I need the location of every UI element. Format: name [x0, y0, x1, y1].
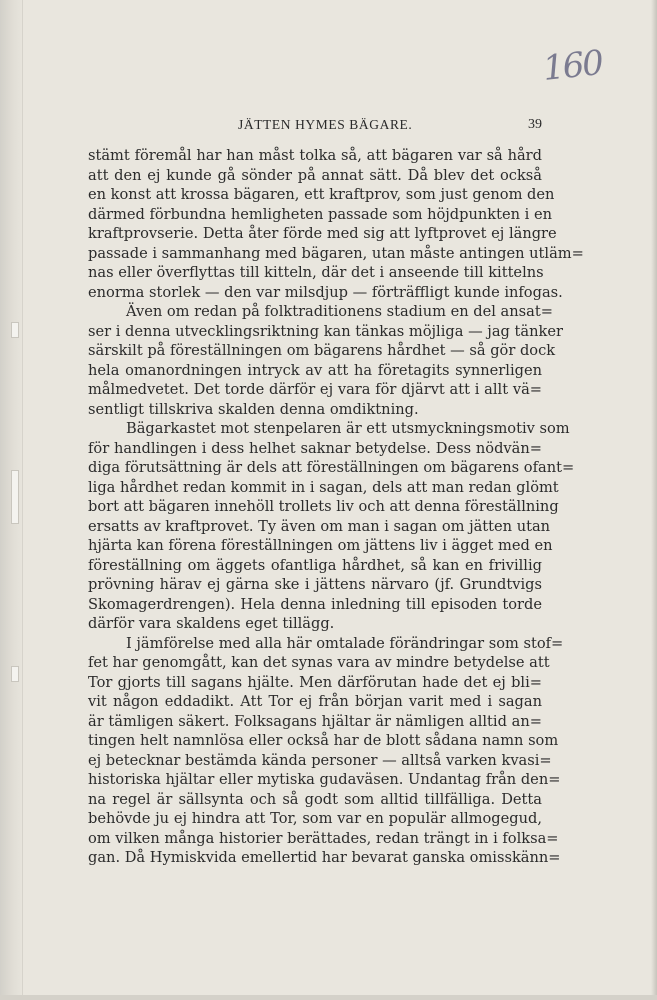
handwritten-page-annotation: 160 [541, 43, 604, 89]
text-line: Tor gjorts till sagans hjälte. Men därförutan hade det ej bli= [88, 673, 542, 691]
text-line: diga förutsättning är dels att föreställningen om bägarens ofant= [88, 459, 575, 476]
text-line: kraftprovserie. Detta åter förde med sig att lyftprovet ej längre [88, 225, 557, 242]
text-line: passade i sammanhang med bägaren, utan måste antingen utläm= [88, 244, 584, 262]
text-line: vit någon eddadikt. Att Tor ej från början varit med i sagan [88, 693, 542, 710]
text-line: liga hårdhet redan kommit in i sagan, dels att man redan glömt [88, 478, 559, 496]
text-line: I jämförelse med alla här omtalade förändringar som stof= [126, 634, 564, 652]
binding-mark [11, 470, 19, 524]
text-line: målmedvetet. Det torde därför ej vara för djärvt att i allt vä= [88, 381, 542, 398]
text-line: är tämligen säkert. Folksagans hjältar är nämligen alltid an= [88, 712, 542, 730]
text-line: hela omanordningen intryck av att ha företagits synnerligen [88, 361, 542, 379]
text-line: särskilt på föreställningen om bägarens hårdhet — så gör dock [88, 342, 556, 359]
text-line: ej betecknar bestämda kända personer — alltså varken kvasi= [88, 751, 552, 769]
text-line: na regel är sällsynta och så godt som alltid tillfälliga. Detta [88, 790, 542, 808]
text-line: prövning härav ej gärna ske i jättens närvaro (jf. Grundtvigs [88, 576, 542, 593]
text-line: Även om redan på folktraditionens stadium en del ansat= [126, 303, 553, 320]
text-line: ser i denna utvecklingsriktning kan tänkas möjliga — jag tänker [88, 322, 563, 340]
text-line: enorma storlek — den var milsdjup — förträffligt kunde infogas. [88, 283, 563, 301]
binding-mark [11, 322, 19, 338]
text-line: hjärta kan förena föreställningen om jättens liv i ägget med en [88, 537, 553, 554]
running-head-title: JÄTTEN HYMES BÄGARE. [238, 117, 413, 132]
page-number: 39 [528, 117, 542, 132]
binding-mark [11, 666, 19, 682]
text-line: Skomagerdrengen). Hela denna inledning till episoden torde [88, 595, 542, 613]
body-text [88, 146, 584, 868]
text-line: ersatts av kraftprovet. Ty även om man i sagan om jätten utan [88, 517, 551, 535]
text-line: gan. Då Hymiskvida emellertid har bevarat ganska omisskänn= [88, 849, 561, 866]
text-line: bort att bägaren innehöll trollets liv och att denna föreställning [88, 498, 559, 515]
text-line: om vilken många historier berättades, redan trängt in i folksa= [88, 829, 559, 847]
page-edge-bottom [0, 995, 657, 1000]
page-edge-right [651, 0, 657, 1000]
text-line: därför vara skaldens eget tillägg. [88, 615, 335, 632]
text-line: sentligt tillskriva skalden denna omdiktning. [88, 400, 419, 418]
running-head [88, 117, 542, 135]
text-line: att den ej kunde gå sönder på annat sätt. Då blev det också [88, 166, 542, 184]
text-line: behövde ju ej hindra att Tor, som var en populär allmogegud, [88, 810, 542, 827]
text-line: en konst att krossa bägaren, ett kraftprov, som just genom den [88, 186, 555, 203]
text-line: historiska hjältar eller mytiska gudaväsen. Undantag från den= [88, 771, 561, 788]
book-spine [0, 0, 23, 1000]
text-line: därmed förbundna hemligheten passade som höjdpunkten i en [88, 205, 552, 223]
text-line: Bägarkastet mot stenpelaren är ett utsmyckningsmotiv som [126, 420, 570, 437]
text-line: för handlingen i dess helhet saknar betydelse. Dess nödvän= [88, 439, 542, 457]
text-line: stämt föremål har han måst tolka så, att bägaren var så hård [88, 147, 542, 164]
text-line: nas eller överflyttas till kitteln, där det i anseende till kittelns [88, 264, 544, 281]
text-line: föreställning om äggets ofantliga hårdhet, så kan en frivillig [88, 556, 542, 574]
text-line: tingen helt namnlösa eller också har de blott sådana namn som [88, 732, 559, 749]
text-line: fet har genomgått, kan det synas vara av mindre betydelse att [88, 654, 550, 671]
